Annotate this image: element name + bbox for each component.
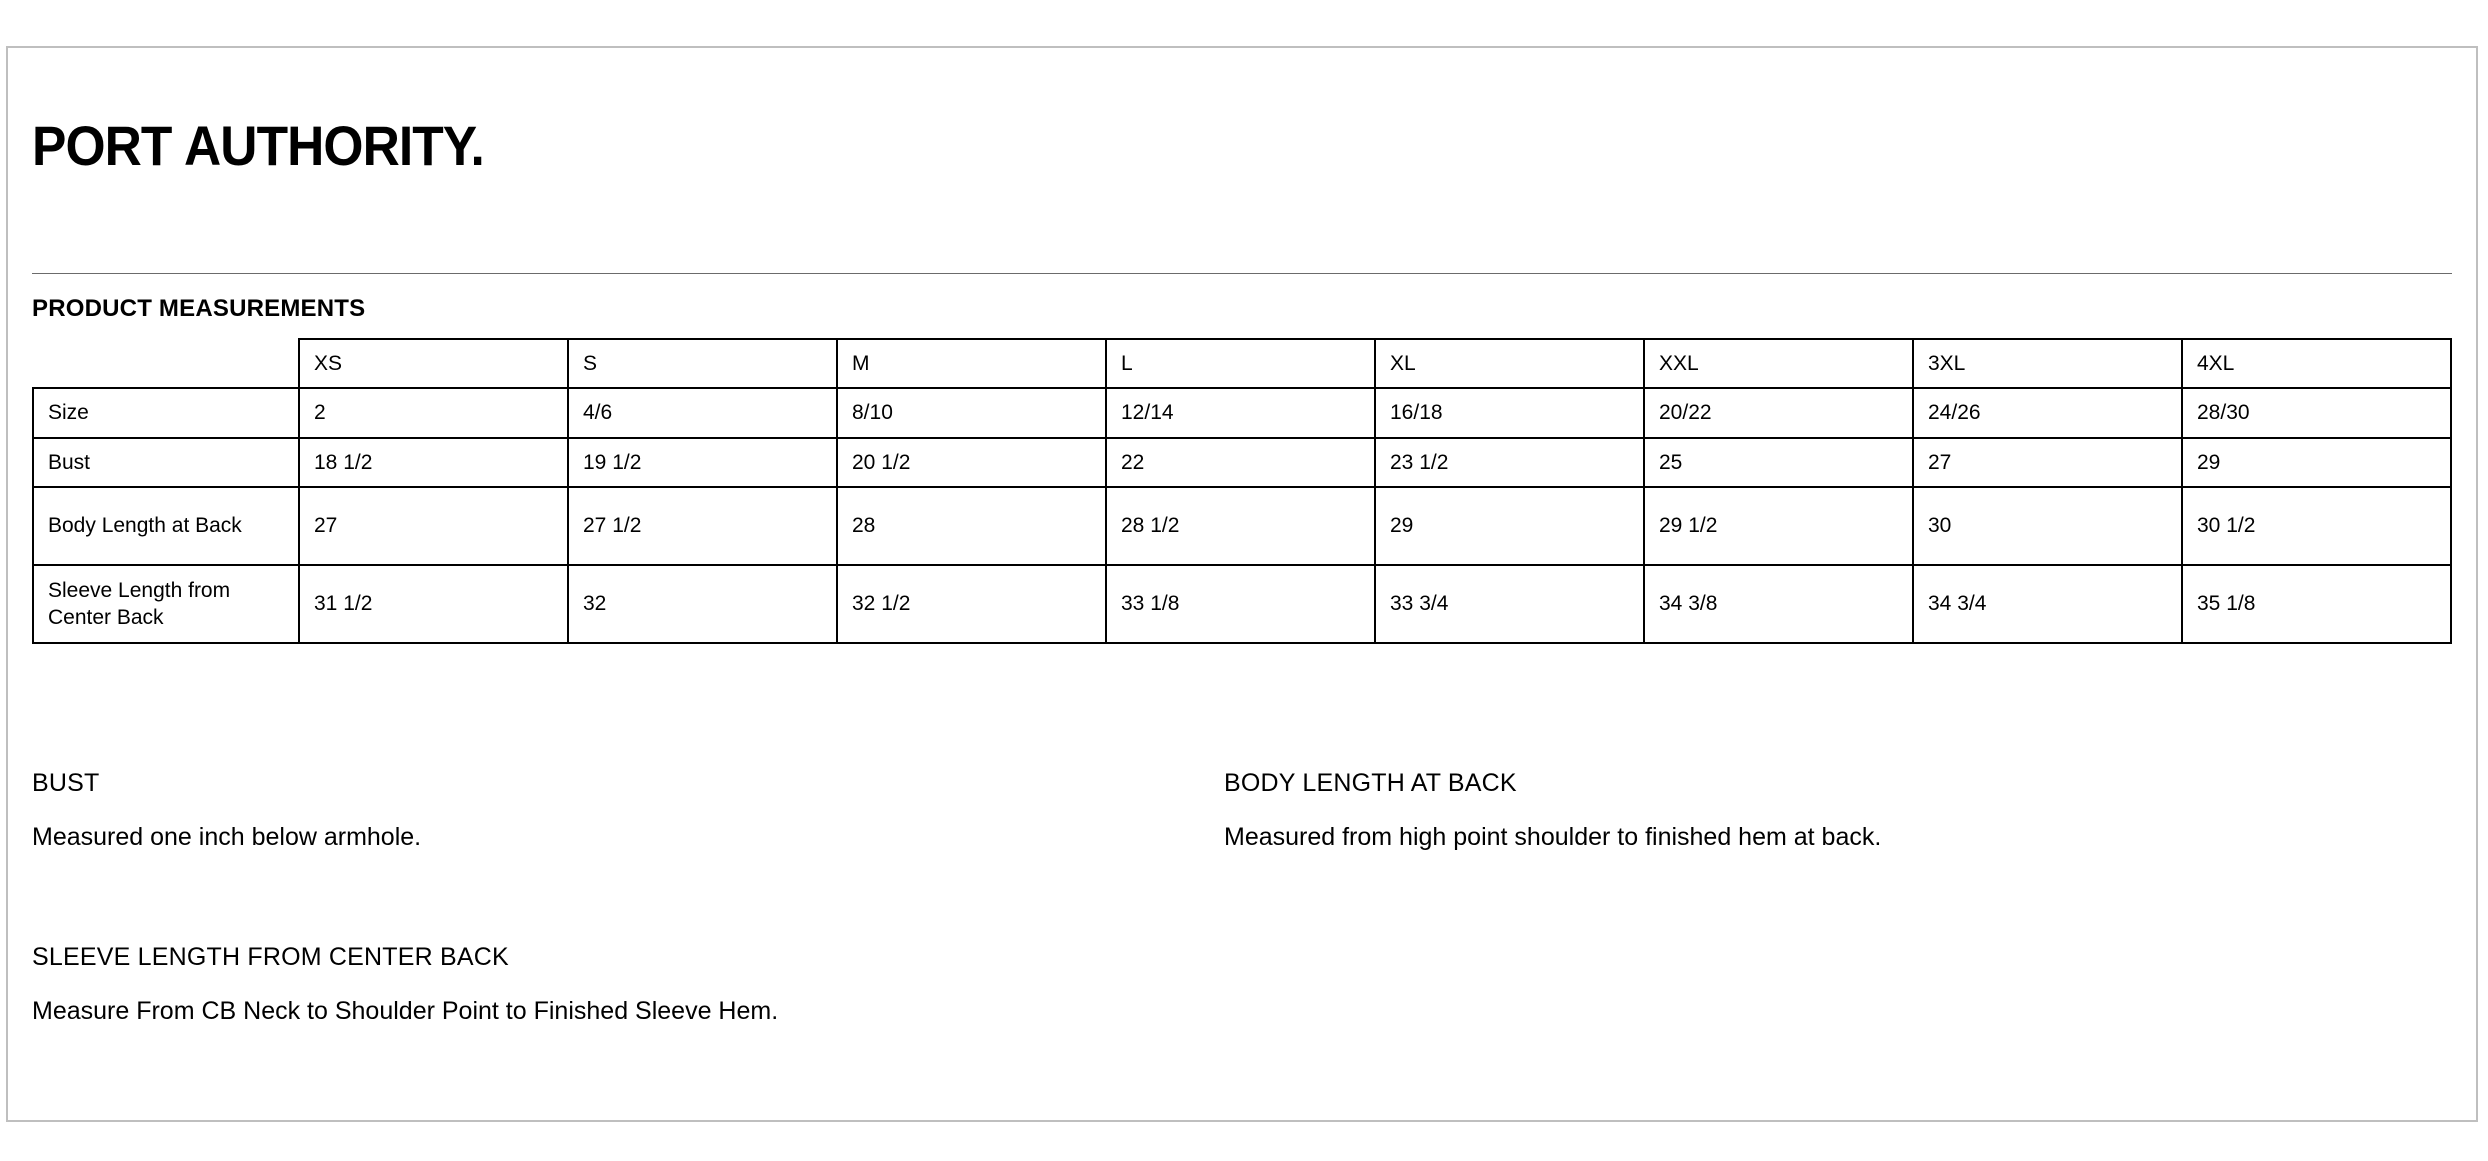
cell-size-l: 12/14	[1106, 388, 1375, 437]
cell-body-length-xl: 29	[1375, 487, 1644, 565]
cell-body-length-l: 28 1/2	[1106, 487, 1375, 565]
cell-size-3xl: 24/26	[1913, 388, 2182, 437]
table-row	[33, 438, 2451, 487]
cell-bust-3xl: 27	[1913, 438, 2182, 487]
note-body-length-body: Measured from high point shoulder to finished hem at back.	[1224, 823, 1882, 851]
cell-sleeve-length-4xl: 35 1/8	[2182, 565, 2451, 643]
row-label-size: Size	[33, 388, 299, 437]
cell-body-length-xxl: 29 1/2	[1644, 487, 1913, 565]
table-corner-cell	[33, 339, 299, 388]
cell-size-xl: 16/18	[1375, 388, 1644, 437]
column-header-l: L	[1106, 339, 1375, 388]
cell-sleeve-length-xl: 33 3/4	[1375, 565, 1644, 643]
page-title: PRODUCT MEASUREMENTS	[32, 295, 366, 322]
cell-body-length-m: 28	[837, 487, 1106, 565]
column-header-xl: XL	[1375, 339, 1644, 388]
column-header-3xl: 3XL	[1913, 339, 2182, 388]
cell-bust-4xl: 29	[2182, 438, 2451, 487]
note-body-length-at-back	[1224, 768, 2404, 852]
cell-bust-s: 19 1/2	[568, 438, 837, 487]
cell-sleeve-length-s: 32	[568, 565, 837, 643]
cell-bust-m: 20 1/2	[837, 438, 1106, 487]
note-sleeve-length-heading: SLEEVE LENGTH FROM CENTER BACK	[32, 943, 509, 971]
cell-sleeve-length-3xl: 34 3/4	[1913, 565, 2182, 643]
brand-word-port: PORT	[32, 114, 172, 177]
table-row	[33, 487, 2451, 565]
cell-size-xs: 2	[299, 388, 568, 437]
cell-body-length-xs: 27	[299, 487, 568, 565]
column-header-4xl: 4XL	[2182, 339, 2451, 388]
row-label-sleeve-length-from-center-back: Sleeve Length from Center Back	[33, 565, 299, 643]
note-sleeve-length	[32, 942, 1432, 1026]
cell-bust-l: 22	[1106, 438, 1375, 487]
column-header-xxl: XXL	[1644, 339, 1913, 388]
column-header-xs: XS	[299, 339, 568, 388]
header-divider	[32, 273, 2452, 274]
cell-body-length-3xl: 30	[1913, 487, 2182, 565]
cell-size-xxl: 20/22	[1644, 388, 1913, 437]
column-header-s: S	[568, 339, 837, 388]
column-header-m: M	[837, 339, 1106, 388]
row-label-body-length-at-back: Body Length at Back	[33, 487, 299, 565]
cell-size-4xl: 28/30	[2182, 388, 2451, 437]
note-body-length-heading: BODY LENGTH AT BACK	[1224, 769, 1517, 797]
note-bust	[32, 768, 1212, 852]
brand-word-authority: AUTHORITY.	[183, 114, 484, 177]
table-row	[33, 388, 2451, 437]
cell-size-m: 8/10	[837, 388, 1106, 437]
document-page	[6, 46, 2478, 1122]
port-authority-logo	[32, 114, 510, 177]
cell-bust-xxl: 25	[1644, 438, 1913, 487]
note-sleeve-length-body: Measure From CB Neck to Shoulder Point to Finished Sleeve Hem.	[32, 997, 779, 1025]
measurements-table-container	[32, 338, 2452, 644]
table-row	[33, 565, 2451, 643]
note-bust-heading: BUST	[32, 769, 100, 797]
cell-size-s: 4/6	[568, 388, 837, 437]
table-header-row	[33, 339, 2451, 388]
cell-sleeve-length-m: 32 1/2	[837, 565, 1106, 643]
note-bust-body: Measured one inch below armhole.	[32, 823, 422, 851]
cell-bust-xl: 23 1/2	[1375, 438, 1644, 487]
cell-bust-xs: 18 1/2	[299, 438, 568, 487]
cell-sleeve-length-l: 33 1/8	[1106, 565, 1375, 643]
cell-sleeve-length-xxl: 34 3/8	[1644, 565, 1913, 643]
cell-sleeve-length-xs: 31 1/2	[299, 565, 568, 643]
measurements-table	[32, 338, 2452, 644]
cell-body-length-4xl: 30 1/2	[2182, 487, 2451, 565]
row-label-bust: Bust	[33, 438, 299, 487]
cell-body-length-s: 27 1/2	[568, 487, 837, 565]
